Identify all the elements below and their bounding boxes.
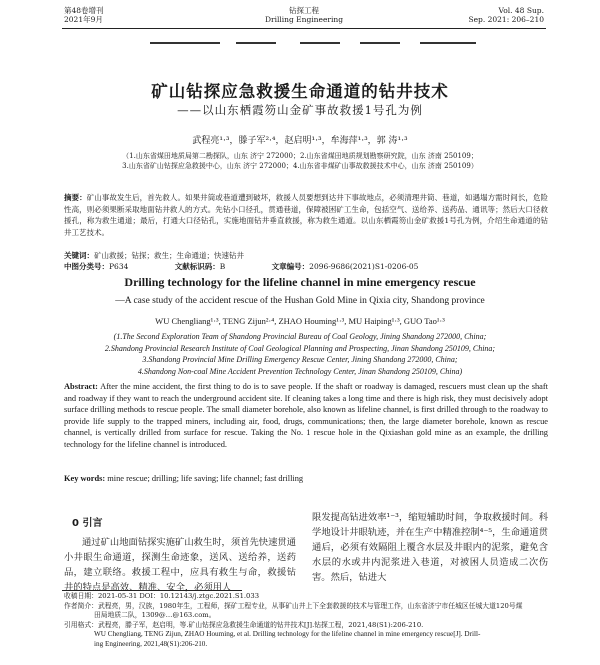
affiliation-line: 3.山东省矿山钻探应急救援中心，山东 济宁 272000；4.山东省非煤矿山事故救援技术中心，山东 济南 250109） (122, 162, 478, 170)
article-number-value: 2096-9686(2021)S1-0206-05 (309, 262, 419, 271)
citation-en: WU Chengliang, TENG Zijun, ZHAO Houming, et al. Drilling technology for the lifeline channel in mine emergency rescue[J]. Drill- (94, 630, 481, 639)
article-title-en: Drilling technology for the lifeline channel in mine emergency rescue (124, 275, 476, 289)
article-number-label: 文章编号： (271, 262, 310, 271)
keywords-cn (64, 250, 548, 261)
citation-cn: 引用格式：武程亮，滕子军，赵启明，等.矿山钻探应急救援生命通道的钻井技术[J].钻探工程，2021,48(S1):206-210. (64, 620, 424, 629)
keywords-cn-text: 矿山救援；钻探；救生；生命通道；快速钻井 (94, 251, 244, 260)
doc-code-value: B (219, 262, 226, 271)
clc-label: 中图分类号： (64, 262, 109, 271)
affiliations-cn (40, 151, 560, 171)
doc-code-label: 文献标识码： (174, 262, 220, 271)
footnotes (64, 592, 548, 650)
article-title-cn: 矿山钻探应急救援生命通道的钻井技术 (151, 82, 449, 101)
received-date: 收稿日期：2021-05-31 DOI：10.12143/j.ztgc.2021.S1.033 (64, 592, 260, 600)
citation-en-continued: ing Engineering, 2021,48(S1):206-210. (94, 639, 208, 648)
date-cn: 2021年9月 (64, 15, 103, 24)
journal-name-cn: 钻探工程 (289, 6, 319, 15)
abstract-cn-label: 摘要： (64, 193, 87, 202)
author-bio: 作者简介：武程亮，男，汉族，1980年生，工程师，探矿工程专业，从事矿山井上下全套救援的技术与管理工作，山东省济宁市任城区任城大道120号煤 (64, 601, 523, 610)
article-subtitle-cn: ——以山东栖霞笏山金矿事故救援1号孔为例 (177, 103, 423, 117)
keywords-cn-label: 关键词： (64, 251, 94, 260)
header-right (468, 6, 544, 24)
affiliation-line: 3.Shandong Provincial Mine Drilling Emergency Rescue Center, Jining Shandong 272000, China; (142, 355, 458, 364)
authors-en: WU Chengliang¹·³, TENG Zijun²·⁴, ZHAO Houming¹·³, MU Haiping¹·³, GUO Tao¹·³ (155, 316, 445, 326)
header-decoration-bar (236, 42, 276, 44)
date-pages-en: Sep. 2021: 206–210 (468, 15, 544, 24)
header-decoration-bar (150, 42, 220, 44)
body-paragraph-left: 通过矿山地面钻探实施矿山救生时，须首先快速贯通小井眼生命通道，探测生命迹象，送风、送给养，送药品，建立联络。救援工程中，应具有救生与命，救援钻井的特点是高效、精准、安全，必须用人 (64, 537, 296, 593)
clc-value: P634 (109, 262, 129, 271)
authors-cn: 武程亮¹·³，滕子军²·⁴，赵启明¹·³，牟海萍¹·³，郭 涛¹·³ (192, 136, 408, 146)
keywords-en-label: Key words: (64, 474, 106, 483)
abstract-en-text: After the mine accident, the first thing to do is to save people. If the shaft or roadway is damaged, rescuers must clean up the shaft and roadway if they want to reach the underground accident site. If cleaning takes a long time and there is high risk, they must decisively adopt surface drilling methods to rescue people. The small diameter borehole, also known as lifeline channel, is first drilled through to the roadway to provide life supply to the trapped miners, including air, food, drugs, communications; then, the large diameter borehole, known as rescue channel, is vertically drilled from surface for rescue. Taking the No. 1 rescue hole in the Qixiashan gold mine as an example, the drilling technology for the lifeline channel is introduced. (64, 382, 549, 449)
volume-cn: 第48卷增刊 (64, 6, 104, 15)
affiliation-line: （1.山东省煤田地质局第二勘探队，山东 济宁 272000；2.山东省煤田地质规划勘察研究院，山东 济南 250109； (122, 152, 478, 160)
journal-name-en: Drilling Engineering (264, 15, 344, 24)
section-heading-introduction: 0 引言 (72, 518, 103, 529)
body-paragraph-right: 限发提高钻进效率¹⁻³，缩短辅助时间，争取救援时间。科学地设计井眼轨迹，并在生产中精准控制⁴⁻⁵，生命通道贯通后，必须有效隔阻上覆含水层及井眼内的泥浆，避免含水层的水或井内泥浆进入巷道，对被困人员造成二次伤害。然后，钻进大 (312, 512, 548, 583)
affiliation-line: 4.Shandong Non-coal Mine Accident Prevention Technology Center, Jinan Shandong 250109, China) (137, 366, 463, 376)
keywords-en-text: mine rescue; drilling; life saving; life channel; fast drilling (107, 474, 304, 483)
author-bio-continued: 田局地质二队，1309@…@163.com。 (94, 611, 216, 620)
affiliation-line: 2.Shandong Provincial Research Institute of Coal Geological Planning and Prospecting, Jinan Shandong 250109, China; (104, 343, 496, 353)
abstract-cn-text: 矿山事故发生后，首先救人。如果井筒或巷道遭到破坏，救援人员要想到达井下事故地点，必须清理井筒、巷道，如遇塌方需时间长，危险性高，则必须果断采取地面钻井救人的方式。先钻小口径孔，贯通巷道，保障被困矿工生命，包括空气、送给养、送药品、通讯等；然后大口径救援孔，称为救生通道；最后，打通大口径钻孔，实施地面钻井垂直救援，称为救生通道。以山东栖霞笏山金矿救援1号孔为例，介绍生命通道的钻井工艺技术。 (64, 193, 549, 237)
classification-line (64, 261, 548, 272)
header-decoration-bar (360, 42, 400, 44)
footnote-rule (62, 590, 242, 591)
body-column-left (64, 510, 296, 595)
body-column-right (312, 510, 548, 585)
header-decoration-bar (300, 42, 340, 44)
abstract-en-label: Abstract: (64, 382, 98, 391)
volume-en: Vol. 48 Sup. (498, 6, 544, 15)
keywords-en (64, 473, 548, 484)
header-rule (62, 28, 546, 29)
affiliation-line: (1.The Second Exploration Team of Shandong Provincial Bureau of Coal Geology, Jining Shandong 272000, China; (113, 332, 487, 341)
abstract-cn (64, 192, 548, 238)
article-subtitle-en: —A case study of the accident rescue of the Hushan Gold Mine in Qixia city, Shandong province (115, 296, 485, 306)
abstract-en (64, 381, 548, 451)
header-decoration-bar (420, 42, 476, 44)
affiliations-en (40, 331, 560, 377)
